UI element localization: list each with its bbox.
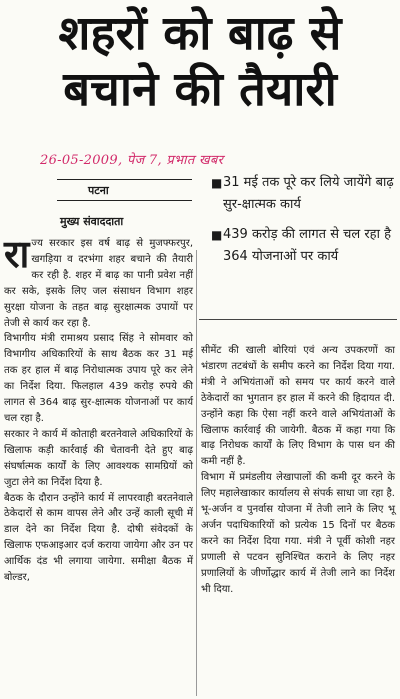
- paragraph: विभागीय मंत्री रामाश्रय प्रसाद सिंह ने सोमवार को विभागीय अधिकारियों के साथ बैठक कर 31 मई तक हर हाल में बाढ़ निरोधात्मक उपाय पूरे कर लेने का निर्देश दिया. फिलहाल 439 करोड़ रुपये की लागत से 364 बाढ़ सुर-क्षात्मक योजनाओं पर कार्य चल रहा है.: [4, 333, 193, 424]
- paragraph: सरकार ने कार्य में कोताही बरतनेवाले अधिकारियों के खिलाफ कड़ी कार्रवाई की चेतावनी देते हुए बाढ़ संघर्षात्मक कार्यों के लिए आवश्यक सामग्रियों को जुटा लेने का निर्देश दिया है.: [4, 428, 193, 488]
- bullet-text: 439 करोड़ की लागत से चल रहा है 364 योजनाओं पर कार्य: [223, 227, 391, 264]
- headline-line-1: शहरों को बाढ़ से: [58, 6, 342, 61]
- headline-line-2: बचाने की तैयारी: [63, 62, 337, 117]
- column-divider: [196, 250, 197, 696]
- bullet-text: 31 मई तक पूरे कर लिये जायेंगे बाढ़ सुर-क्षात्मक कार्य: [223, 175, 394, 212]
- place-rule-bottom: [57, 200, 192, 201]
- bullet-item: [211, 172, 396, 216]
- dateline-place: पटना: [88, 184, 109, 197]
- square-bullet-icon: ■: [211, 176, 223, 190]
- article-left-column: [4, 232, 193, 586]
- byline: मुख्य संवाददाता: [60, 215, 124, 228]
- drop-cap: रा: [4, 232, 30, 276]
- paragraph: [4, 232, 193, 331]
- article-right-column: [201, 343, 395, 598]
- paragraph: बैठक के दौरान उन्होंने कार्य में लापरवाही बरतनेवाले ठेकेदारों से काम वापस लेने और उन्हें काली सूची में डाल देने का निर्देश दिया है. दोषी संवेदकों के खिलाफ एफआइआर दर्ज कराया जायेगा और उन पर आर्थिक दंड भी लगाया जायेगा. समीक्षा बैठक में बोल्डर,: [4, 492, 193, 584]
- bullet-box-rule: [199, 311, 397, 320]
- handwritten-date-note: 26-05-2009, पेज 7, प्रभात खबर: [40, 153, 224, 168]
- highlight-bullets: [211, 172, 396, 276]
- headline: [0, 6, 400, 118]
- paragraph-text: ज्य सरकार इस वर्ष बाढ़ से मुजफ्फरपुर, खगड़िया व दरभंगा शहर बचाने की तैयारी कर रही है. शहर में बाढ़ का पानी प्रवेश नहीं कर सके, इसके लिए जल संसाधन विभाग शहर सुरक्षा योजना के तहत बाढ़ सुरक्षात्मक उपायों पर तेजी से कार्य कर रहा है.: [4, 238, 193, 329]
- bullet-item: [211, 224, 396, 268]
- paragraph: विभाग में प्रमंडलीय लेखापालों की कमी दूर करने के लिए महालेखाकार कार्यालय से संपर्क साधा जा रहा है. भू-अर्जन व पुनर्वास योजना में तेजी लाने के लिए भू अर्जन पदाधिकारियों को प्रत्येक 15 दिनों पर बैठक करने का निर्देश दिया गया. मंत्री ने पूर्वी कोशी नहर प्रणाली से पटवन सुनिश्चित कराने के लिए नहर प्रणालियों के जीर्णोद्धार कार्य में तेजी लाने का निर्देश भी दिया.: [201, 472, 395, 595]
- square-bullet-icon: ■: [211, 228, 223, 242]
- place-rule-top: [57, 179, 192, 180]
- paragraph: सीमेंट की खाली बोरियां एवं अन्य उपकरणों का भंडारण तटबंधों के समीप करने का निर्देश दिया गया. मंत्री ने अभियंताओं को समय पर कार्य करने वाले ठेकेदारों का भुगतान हर हाल में करने की हिदायत दी. उन्होंने कहा कि ऐसा नहीं करने वाले अभियंताओं के खिलाफ कार्रवाई की जायेगी. बैठक में कहा गया कि बाढ़ निरोधक कार्यों के लिए विभाग के पास धन की कमी नहीं है.: [201, 345, 395, 468]
